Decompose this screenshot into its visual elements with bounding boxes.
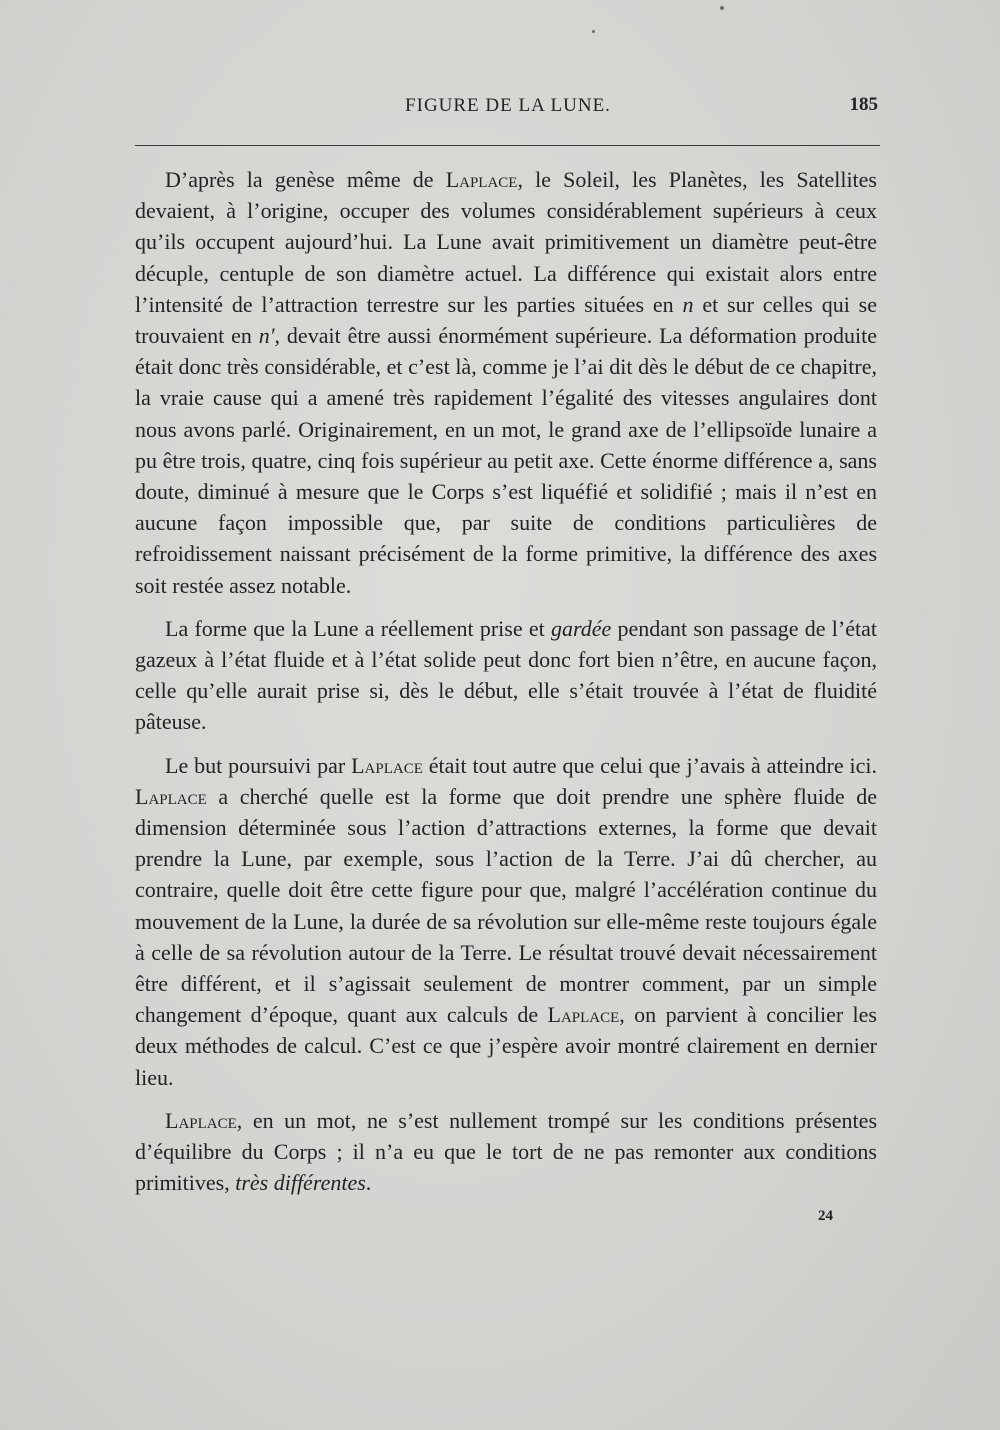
emphasis: très différentes bbox=[235, 1170, 366, 1196]
emphasis: gardée bbox=[550, 615, 612, 641]
author-name: Laplace bbox=[351, 752, 423, 778]
author-name: Laplace bbox=[135, 783, 207, 809]
body-text bbox=[135, 164, 877, 1211]
running-title: FIGURE DE LA LUNE. bbox=[405, 95, 611, 116]
math-variable: n bbox=[682, 291, 694, 317]
header-rule bbox=[135, 145, 880, 146]
paragraph-4: Laplace, en un mot, ne s’est nullement trompé sur les conditions présentes d’équilibre du Corps ; il n’a eu que le tort de ne pas remonter aux conditions primitives, très différentes. bbox=[135, 1107, 877, 1196]
math-variable: n′ bbox=[258, 323, 275, 349]
paper-speck bbox=[720, 6, 724, 10]
paper-speck bbox=[592, 30, 595, 33]
page-number: 185 bbox=[849, 94, 878, 115]
author-name: Laplace bbox=[445, 167, 518, 192]
paragraph-1: D’après la genèse même de Laplace, le Soleil, les Planètes, les Satellites devaient, à l’origine, occuper des volumes considérablement supérieurs à ceux qu’ils occupent aujourd’hui. La Lune avait primitivement un diamètre peut-être décuple, centuple de son diamètre actuel. La différence qui existait alors entre l’intensité de l’attraction terrestre sur les parties situées en n et sur celles qui se trouvaient en n′, devait être aussi énormément supérieure. La déformation produite était donc très considérable, et c’est là, comme je l’ai dit dès le début de ce chapitre, la vraie cause qui a amené très rapidement l’égalité des vitesses angulaires dont nous avons parlé. Originairement, en un mot, le grand axe de l’ellipsoïde lunaire a pu être trois, quatre, cinq fois supérieur au petit axe. Cette énorme différence a, sans doute, diminué à mesure que le Corps s’est liquéfié et solidifié ; mais il n’est en aucune façon impossible que, par suite de conditions particulières de refroidissement naissant précisément de la forme primitive, la différence des axes soit restée assez notable. bbox=[135, 167, 877, 598]
author-name: Laplace bbox=[547, 1002, 620, 1028]
paragraph-3: Le but poursuivi par Laplace était tout autre que celui que j’avais à atteindre ici. Laplace a cherché quelle est la forme que doit prendre une sphère fluide de dimension déterminée sous l’action d’attractions externes, la forme que devait prendre la Lune, par exemple, sous l’action de la Terre. J’ai dû chercher, au contraire, quelle doit être cette figure pour que, malgré l’accélération continue du mouvement de la Lune, la durée de sa révolution sur elle-même reste toujours égale à celle de sa révolution autour de la Terre. Le résultat trouvé devait nécessairement être différent, et il s’agissait seulement de montrer comment, par un simple changement d’époque, quant aux calculs de Laplace, on parvient à concilier les deux méthodes de calcul. C’est ce que j’espère avoir montré clairement en dernier lieu. bbox=[135, 752, 877, 1090]
paragraph-2: La forme que la Lune a réellement prise et gardée pendant son passage de l’état gazeux à l’état fluide et à l’état solide peut donc fort bien n’être, en aucune façon, celle qu’elle aurait prise si, dès le début, elle s’était trouvée à l’état de fluidité pâteuse. bbox=[135, 615, 877, 735]
signature-mark: 24 bbox=[818, 1208, 833, 1224]
author-name: Laplace bbox=[165, 1107, 237, 1133]
running-head bbox=[138, 92, 878, 122]
